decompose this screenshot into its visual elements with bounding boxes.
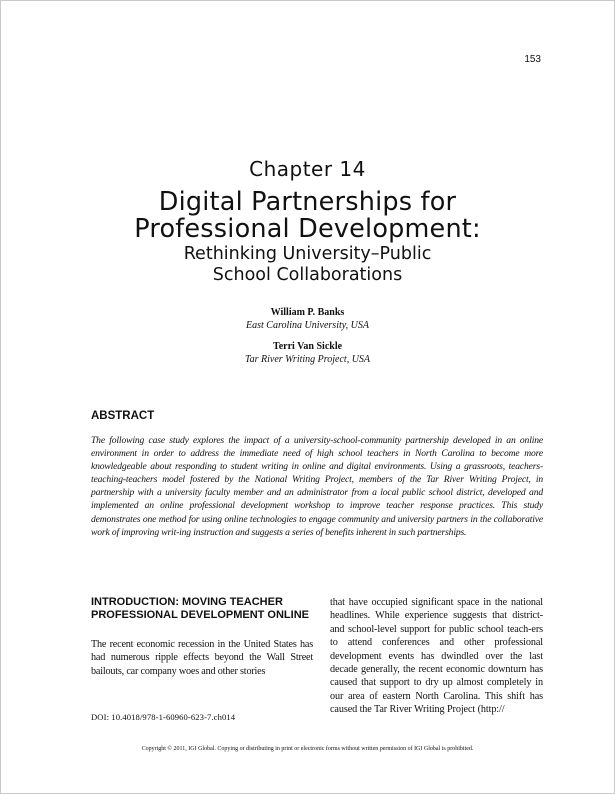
chapter-title <box>0 189 615 243</box>
chapter-subtitle-line-1: Rethinking University–Public <box>183 244 432 264</box>
right-column <box>330 596 543 717</box>
intro-paragraph-continued: that have occupied significant space in the national headlines. While experience suggests that district- and school-level support for public school teach-ers to attend conferences and other professional development events has dwindled over the last decade generally, the recent economic downturn has caused that support to dry up almost completely in our area of eastern North Carolina. This shift has caused the Tar River Writing Project (http:// <box>330 597 543 716</box>
page-number: 153 <box>524 54 541 65</box>
abstract-heading: ABSTRACT <box>91 410 155 422</box>
author-affiliation: Tar River Writing Project, USA <box>244 354 371 365</box>
left-column <box>91 596 313 678</box>
chapter-title-line-1: Digital Partnerships for <box>158 187 457 217</box>
author-name: Terri Van Sickle <box>272 341 343 352</box>
chapter-label: Chapter 14 <box>249 157 366 181</box>
copyright-notice: Copyright © 2011, IGI Global. Copying or distributing in print or electronic forms without written permission of IGI Global is prohibited. <box>141 746 474 752</box>
chapter-subtitle-line-2: School Collaborations <box>212 265 403 285</box>
author-name: William P. Banks <box>270 307 345 318</box>
intro-paragraph: The recent economic recession in the United States has had numerous ripple effects beyond the Wall Street bailouts, car company woes and other stories <box>91 639 313 677</box>
section-heading: INTRODUCTION: MOVING TEACHER PROFESSIONAL DEVELOPMENT ONLINE <box>91 596 309 621</box>
chapter-subtitle <box>0 244 615 286</box>
doi-line: DOI: 10.4018/978-1-60960-623-7.ch014 <box>91 712 236 722</box>
author-block-2 <box>0 340 615 366</box>
abstract-text: The following case study explores the impact of a university-school-community partnership developed in an online environment in order to address the immediate need of high school teachers in North Carolina to become more knowledgeable about responding to student writing in online and digital environments. Using a grassroots, teachers-teaching-teachers model fostered by the National Writing Project, members of the Tar River Writing Project, in partnership with a university faculty member and an administrator from a local public school district, developed and implemented an online professional development workshop to improve teacher response practices. This study demonstrates one method for using online technologies to engage community and university partners in the collaborative work of improving writ-ing instruction and suggests a series of benefits inherent in such partnerships. <box>91 435 543 538</box>
author-block-1 <box>0 306 615 332</box>
chapter-title-line-2: Professional Development: <box>134 214 481 244</box>
author-affiliation: East Carolina University, USA <box>246 320 369 331</box>
